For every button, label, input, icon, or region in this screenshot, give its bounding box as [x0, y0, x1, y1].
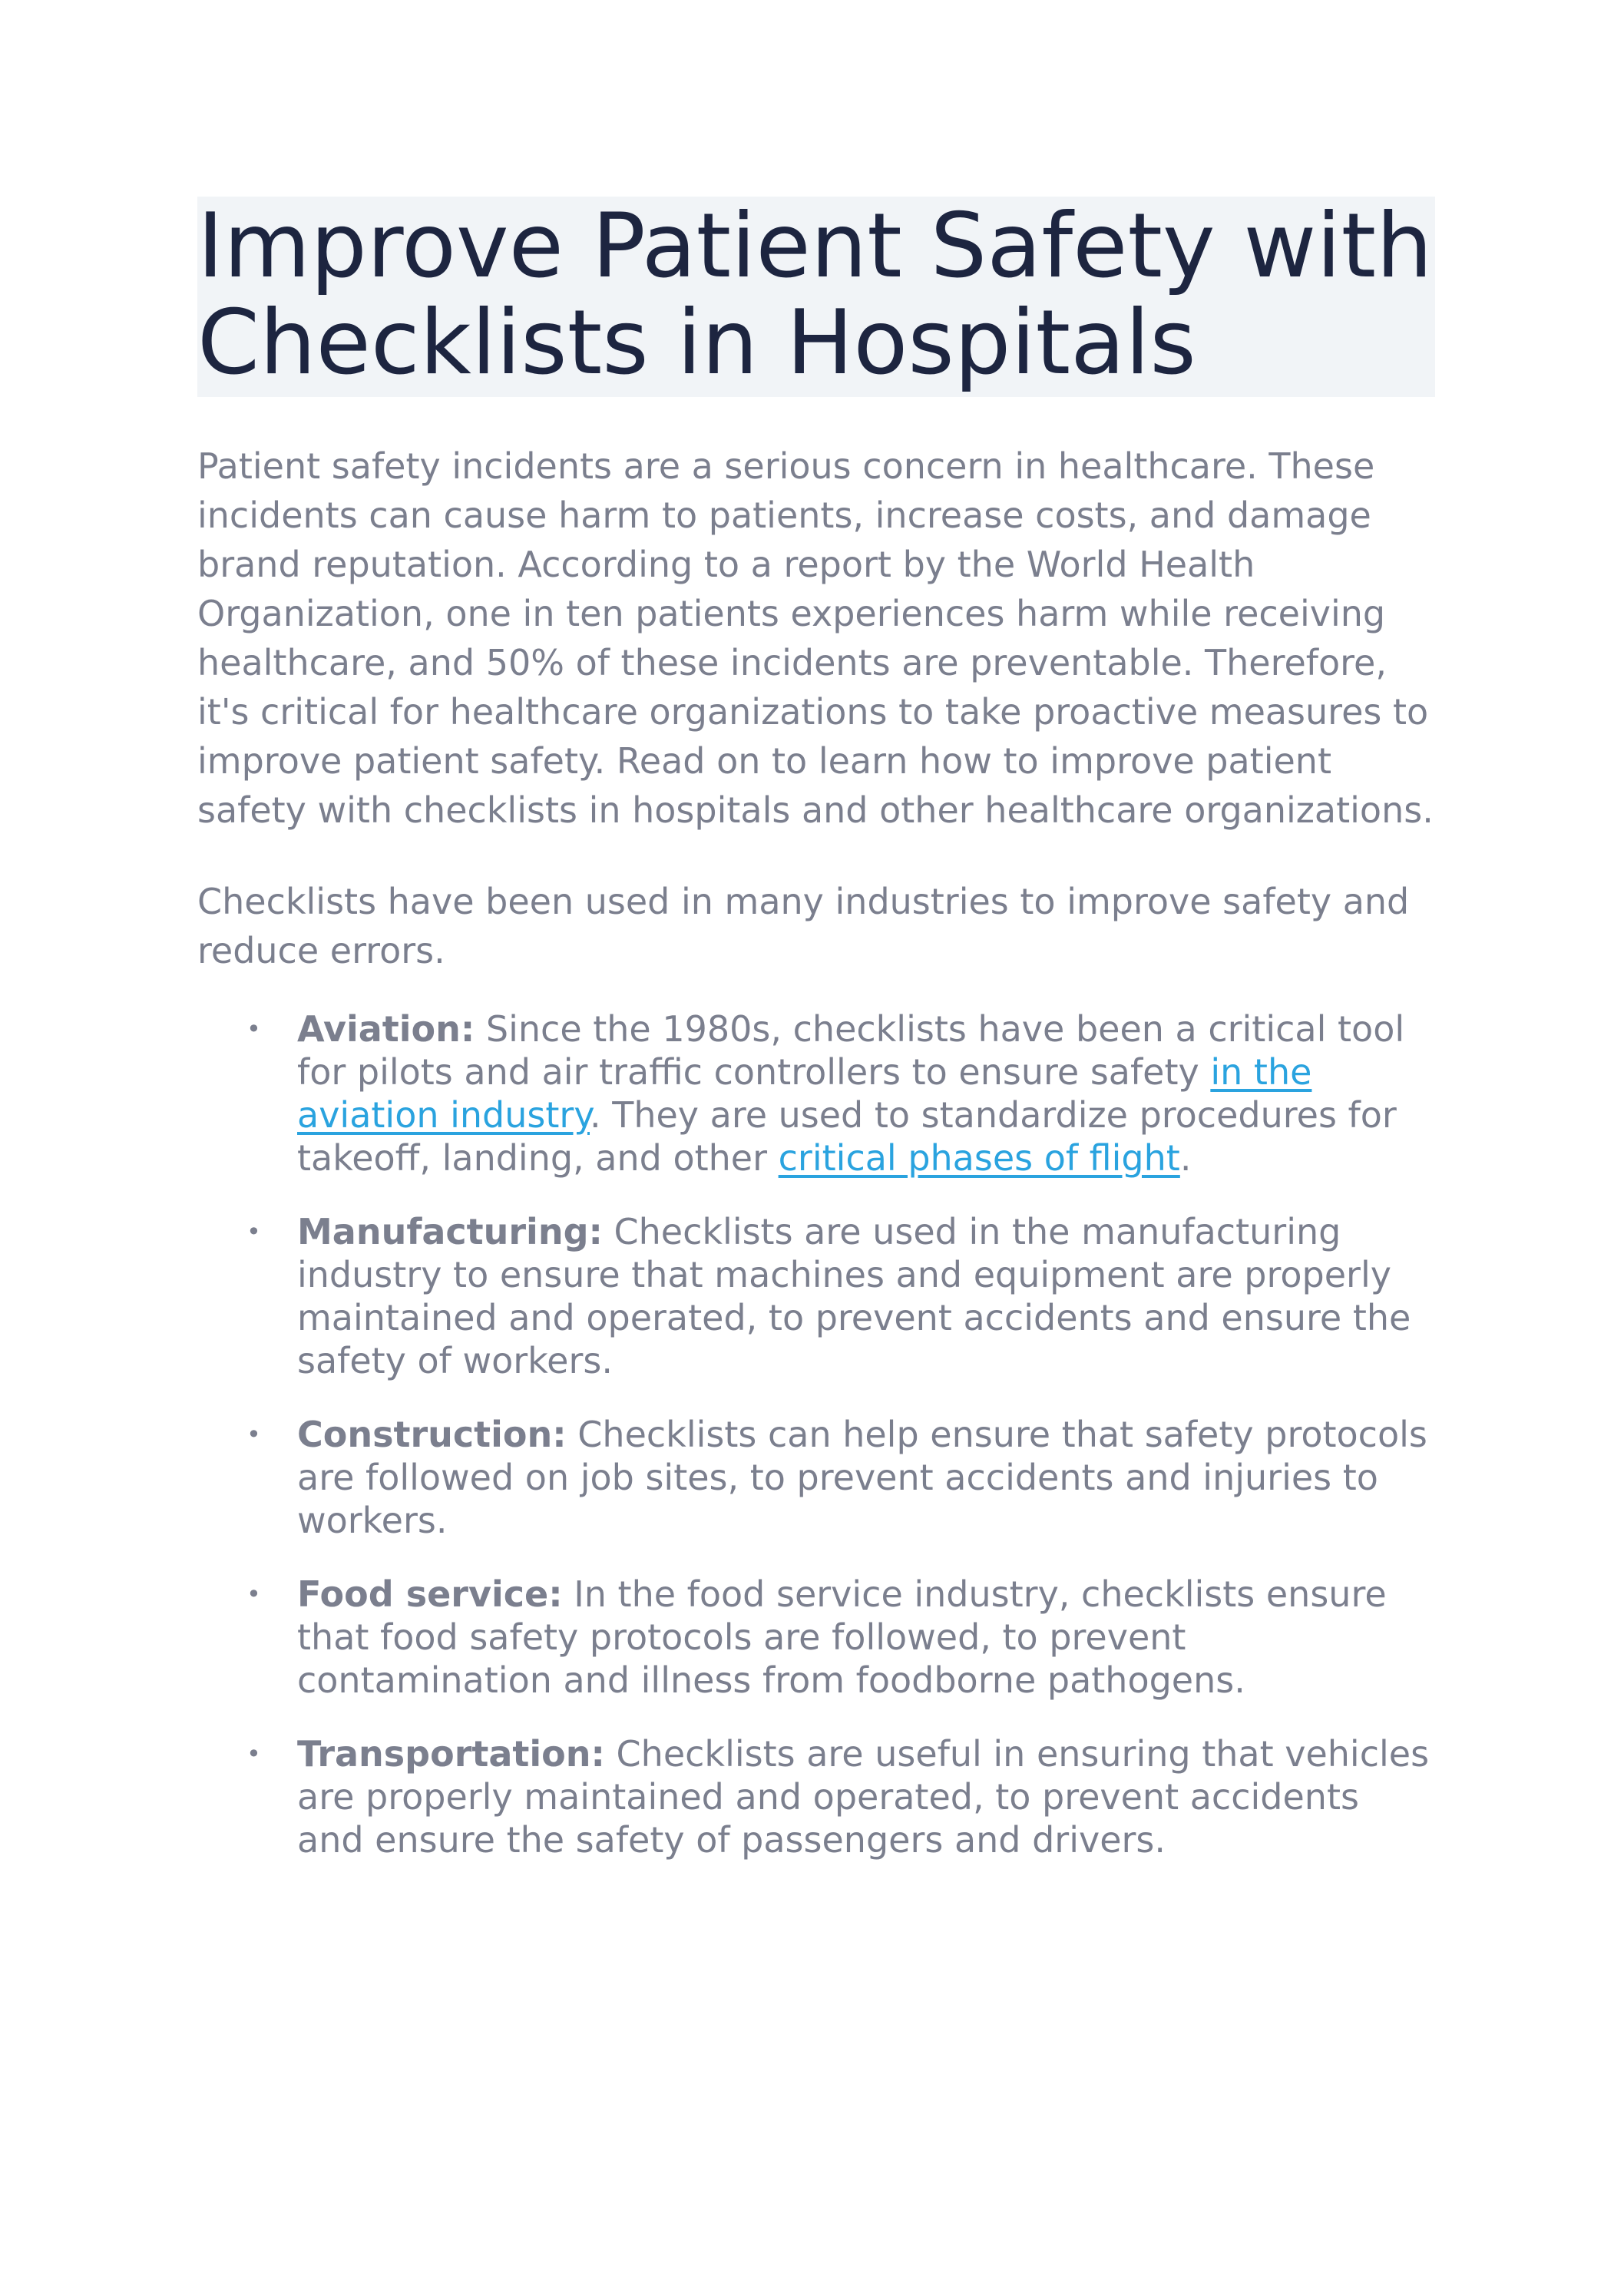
bullet-icon: •: [246, 1739, 261, 1768]
title-line-1: Improve Patient Safety with: [197, 194, 1433, 298]
industry-list: [197, 1007, 1435, 1861]
bullet-icon: •: [246, 1420, 261, 1449]
bullet-icon: •: [246, 1014, 261, 1044]
intro-paragraph: Patient safety incidents are a serious concern in healthcare. These incidents can cause harm to patients, increase costs, and damage brand reputation. According to a report by the World Health Organization, one in ten patients experiences harm while receiving healthcare, and 50% of these incidents are preventable. Therefore, it's critical for healthcare organizations to take proactive measures to improve patient safety. Read on to learn how to improve patient safety with checklists in hospitals and other healthcare organizations.: [197, 445, 1434, 831]
title-box: [197, 194, 1435, 397]
page-title: [197, 194, 1435, 395]
item-text: . They are used to standardize procedures for takeoff, landing, and other: [297, 1094, 1397, 1179]
item-text: Checklists are useful in ensuring that vehicles are properly maintained and operated, to prevent accidents and ensure the safety of passengers and drivers.: [297, 1733, 1430, 1861]
item-text: In the food service industry, checklists ensure that food safety protocols are followed, to prevent contamination and illness from foodborne pathogens.: [297, 1573, 1387, 1701]
item-text: Checklists can help ensure that safety protocols are followed on job sites, to prevent accidents and injuries to workers.: [297, 1414, 1427, 1541]
list-item-aviation: [197, 1007, 1435, 1179]
item-text: Since the 1980s, checklists have been a critical tool for pilots and air traffic controllers to ensure safety: [297, 1008, 1405, 1093]
item-label: Transportation:: [297, 1733, 605, 1775]
item-text: Checklists are used in the manufacturing industry to ensure that machines and equipment are properly maintained and operated, to prevent accidents and ensure the safety of workers.: [297, 1211, 1411, 1381]
article: [197, 194, 1435, 1892]
item-label: Food service:: [297, 1573, 563, 1615]
title-line-2: Checklists in Hospitals: [197, 291, 1196, 395]
list-item-transportation: [197, 1732, 1435, 1861]
item-label: Construction:: [297, 1414, 567, 1455]
item-label: Aviation:: [297, 1008, 475, 1050]
list-item-construction: [197, 1413, 1435, 1542]
list-item-food-service: [197, 1573, 1435, 1702]
list-item-manufacturing: [197, 1210, 1435, 1382]
critical-phases-link[interactable]: critical phases of flight: [778, 1137, 1180, 1179]
item-text: .: [1179, 1137, 1192, 1179]
bullet-icon: •: [246, 1580, 261, 1609]
lead-paragraph: Checklists have been used in many industries to improve safety and reduce errors.: [197, 881, 1410, 971]
bullet-icon: •: [246, 1217, 261, 1246]
aviation-industry-link[interactable]: in the aviation industry: [297, 1051, 1312, 1136]
item-label: Manufacturing:: [297, 1211, 603, 1252]
